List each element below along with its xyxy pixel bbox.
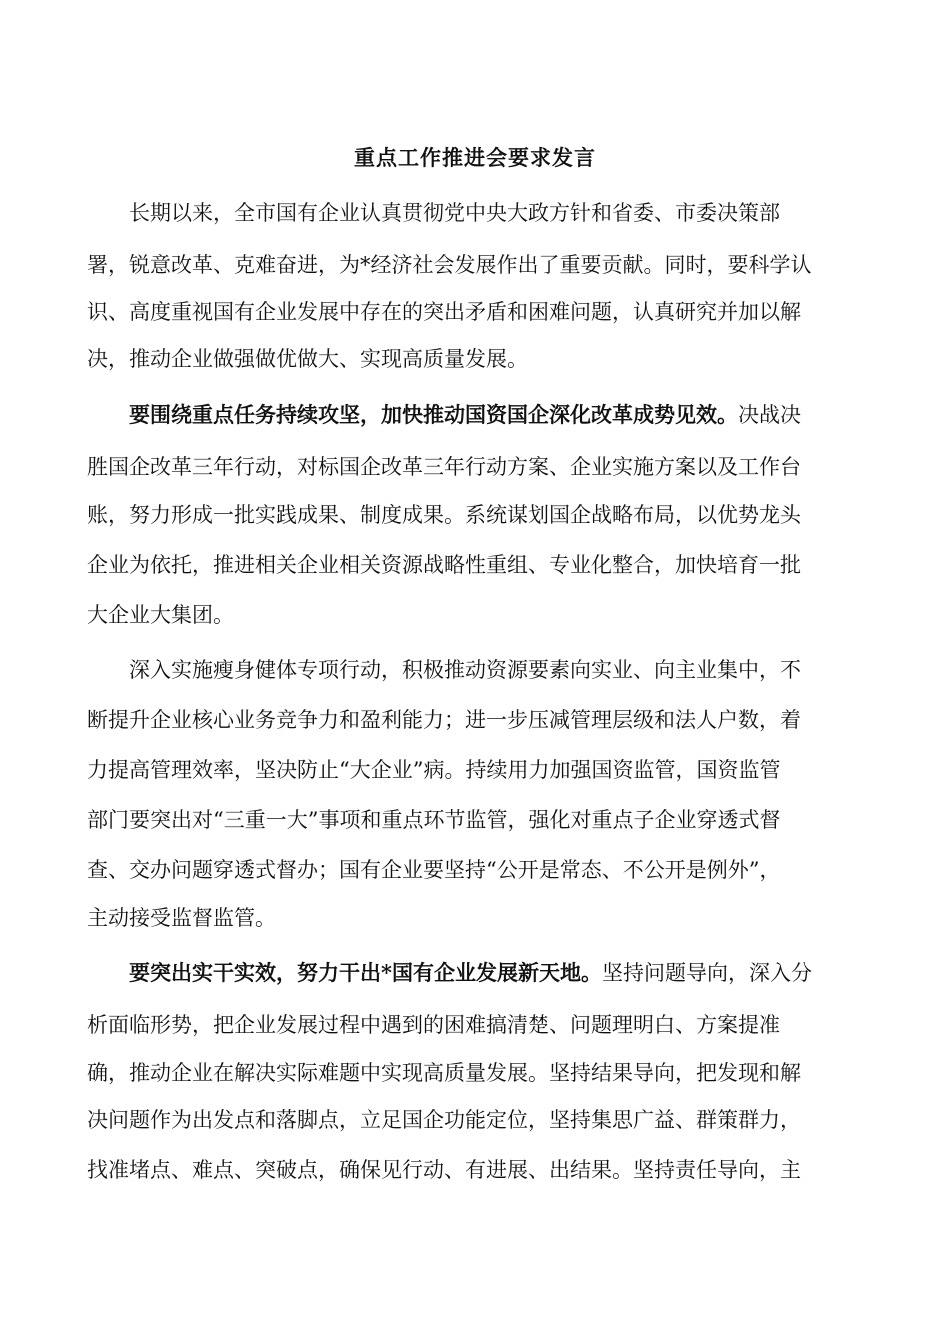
paragraph-2-line-2: 胜国企改革三年行动，对标国企改革三年行动方案、企业实施方案以及工作台	[87, 455, 801, 479]
paragraph-4-line-5: 找准堵点、难点、突破点，确保见行动、有进展、出结果。坚持责任导向，主	[87, 1158, 801, 1182]
paragraph-3-line-6: 主动接受监督监管。	[87, 906, 276, 930]
paragraph-4-line-1	[129, 958, 812, 988]
paragraph-4-lead-heading: 要突出实干实效，努力干出*国有企业发展新天地。	[129, 960, 602, 985]
paragraph-4-line-2: 析面临形势，把企业发展过程中遇到的困难搞清楚、问题理明白、方案提准	[87, 1013, 780, 1037]
paragraph-1-line-4: 决，推动企业做强做优做大、实现高质量发展。	[87, 347, 528, 371]
paragraph-1-line-3: 识、高度重视国有企业发展中存在的突出矛盾和困难问题，认真研究并加以解	[87, 300, 801, 324]
paragraph-2-first-rest: 决战决	[738, 403, 801, 427]
paragraph-3-line-2: 断提升企业核心业务竞争力和盈利能力；进一步压减管理层级和法人户数，着	[87, 708, 801, 732]
paragraph-4-first-rest: 坚持问题导向，深入分	[601, 961, 812, 985]
paragraph-2-line-5: 大企业大集团。	[87, 603, 234, 627]
paragraph-4-line-4: 决问题作为出发点和落脚点，立足国企功能定位，坚持集思广益、群策群力，	[87, 1108, 801, 1132]
paragraph-1-line-1: 长期以来，全市国有企业认真贯彻党中央大政方针和省委、市委决策部	[129, 201, 780, 225]
paragraph-3-line-5: 查、交办问题穿透式督办；国有企业要坚持“公开是常态、不公开是例外”，	[87, 858, 781, 882]
paragraph-4-line-3: 确，推动企业在解决实际难题中实现高质量发展。坚持结果导向，把发现和解	[87, 1061, 801, 1085]
paragraph-2-line-4: 企业为依托，推进相关企业相关资源战略性重组、专业化整合，加快培育一批	[87, 553, 801, 577]
paragraph-3-line-4: 部门要突出对“三重一大”事项和重点环节监管，强化对重点子企业穿透式督	[87, 808, 781, 832]
paragraph-2-lead-heading: 要围绕重点任务持续攻坚，加快推动国资国企深化改革成势见效。	[129, 402, 738, 427]
paragraph-3-line-3: 力提高管理效率，坚决防止“大企业”病。持续用力加强国资监管，国资监管	[87, 758, 781, 782]
paragraph-2-line-1	[129, 400, 801, 430]
paragraph-1-line-2: 署，锐意改革、克难奋进，为*经济社会发展作出了重要贡献。同时，要科学认	[87, 253, 812, 277]
paragraph-2-line-3: 账，努力形成一批实践成果、制度成果。系统谋划国企战略布局，以优势龙头	[87, 503, 801, 527]
paragraph-3-line-1: 深入实施瘦身健体专项行动，积极推动资源要素向实业、向主业集中，不	[129, 658, 801, 682]
document-title: 重点工作推进会要求发言	[354, 145, 596, 170]
